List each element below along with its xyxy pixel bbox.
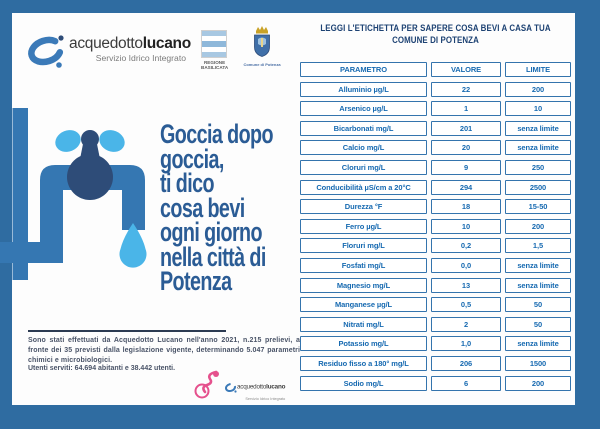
column-header-parametro: PARAMETRO [300, 62, 427, 77]
param-cell: Calcio mg/L [300, 140, 427, 155]
column-header-valore: VALORE [431, 62, 501, 77]
footer-brand [224, 379, 285, 401]
limit-cell: 200 [505, 219, 571, 234]
param-cell: Bicarbonati mg/L [300, 121, 427, 136]
headline-line: nella città di [160, 241, 266, 272]
regione-basilicata-flag-icon [201, 30, 227, 58]
headline-line: Goccia dopo [160, 119, 273, 149]
limit-cell: senza limite [505, 278, 571, 293]
value-cell: 0,2 [431, 238, 501, 253]
limit-cell: 250 [505, 160, 571, 175]
limit-cell: 50 [505, 317, 571, 332]
value-cell: 6 [431, 376, 501, 391]
table-title-line1: LEGGI L'ETICHETTA PER SAPERE COSA BEVI A CASA TUA [320, 23, 551, 33]
limit-cell: 200 [505, 82, 571, 97]
value-cell: 9 [431, 160, 501, 175]
limit-cell: senza limite [505, 140, 571, 155]
comune-di-potenza-logo [242, 25, 282, 68]
column-header-limite: LIMITE [505, 62, 571, 77]
param-cell: Manganese µg/L [300, 297, 427, 312]
comune-label: Comune di Potenza [243, 62, 281, 67]
brand-name-regular: acquedotto [69, 35, 143, 52]
param-cell: Conducibilità µS/cm a 20°C [300, 180, 427, 195]
comune-di-potenza-crest-icon [250, 25, 274, 58]
param-cell: Potassio mg/L [300, 336, 427, 351]
footer-brand-tagline: Servizio Idrico Integrato [245, 397, 286, 401]
param-cell: Cloruri mg/L [300, 160, 427, 175]
headline-line: Potenza [160, 266, 232, 296]
value-cell: 1 [431, 101, 501, 116]
giro-cyclist-logo-icon [194, 368, 224, 400]
limit-cell: senza limite [505, 258, 571, 273]
acquedotto-lucano-logo-icon [25, 31, 67, 71]
param-cell: Fosfati mg/L [300, 258, 427, 273]
param-cell: Arsenico µg/L [300, 101, 427, 116]
value-cell: 20 [431, 140, 501, 155]
faucet-illustration-icon [0, 100, 170, 315]
param-cell: Ferro µg/L [300, 219, 427, 234]
value-cell: 294 [431, 180, 501, 195]
limit-cell: 10 [505, 101, 571, 116]
param-cell: Sodio mg/L [300, 376, 427, 391]
param-cell: Alluminio µg/L [300, 82, 427, 97]
table-title [316, 23, 554, 46]
brand-name-bold: lucano [142, 35, 191, 52]
value-cell: 1,0 [431, 336, 501, 351]
value-cell: 22 [431, 82, 501, 97]
limit-cell: 200 [505, 376, 571, 391]
param-cell: Nitrati mg/L [300, 317, 427, 332]
divider [28, 330, 226, 332]
limit-cell: 1,5 [505, 238, 571, 253]
brand-tagline: Servizio Idrico Integrato [95, 53, 186, 63]
param-cell: Durezza °F [300, 199, 427, 214]
limit-cell: 2500 [505, 180, 571, 195]
headline [160, 119, 273, 296]
limit-cell: 50 [505, 297, 571, 312]
headline-line: ti dico [160, 168, 214, 198]
water-table [300, 62, 571, 391]
footer-brand-name: acquedotto [237, 383, 267, 391]
limit-cell: 1500 [505, 356, 571, 371]
footer-brand-name-bold: lucano [266, 383, 286, 391]
value-cell: 13 [431, 278, 501, 293]
param-cell: Residuo fisso a 180° mg/L [300, 356, 427, 371]
value-cell: 10 [431, 219, 501, 234]
value-cell: 18 [431, 199, 501, 214]
table-title-line2: COMUNE DI POTENZA [392, 34, 479, 45]
footer-brand-logo-icon [224, 382, 237, 393]
brand-wordmark [69, 35, 191, 53]
limit-cell: 15-50 [505, 199, 571, 214]
footnote-text: Sono stati effettuati da Acquedotto Lucano nell'anno 2021, n.215 prelievi, a fronte dei 35 previsti dalla legislazione vigente, determinando 5.047 parametri chimici e microbiologici. [28, 337, 300, 365]
limit-cell: senza limite [505, 121, 571, 136]
headline-line: cosa bevi [160, 192, 245, 223]
param-cell: Floruri mg/L [300, 238, 427, 253]
value-cell: 2 [431, 317, 501, 332]
regione-label-line1: REGIONE [203, 60, 226, 65]
value-cell: 206 [431, 356, 501, 371]
value-cell: 201 [431, 121, 501, 136]
regione-label-line2: BASILICATA [201, 65, 229, 71]
page-frame [12, 13, 575, 405]
value-cell: 0,5 [431, 297, 501, 312]
valve-icon [67, 154, 113, 200]
users-served-text: Utenti serviti: 64.694 abitanti e 38.442 utenti. [28, 365, 176, 372]
value-cell: 0,0 [431, 258, 501, 273]
limit-cell: senza limite [505, 336, 571, 351]
param-cell: Magnesio mg/L [300, 278, 427, 293]
regione-basilicata-logo [201, 30, 228, 71]
headline-line: ogni giorno [160, 217, 262, 247]
headline-line: goccia, [160, 143, 224, 174]
